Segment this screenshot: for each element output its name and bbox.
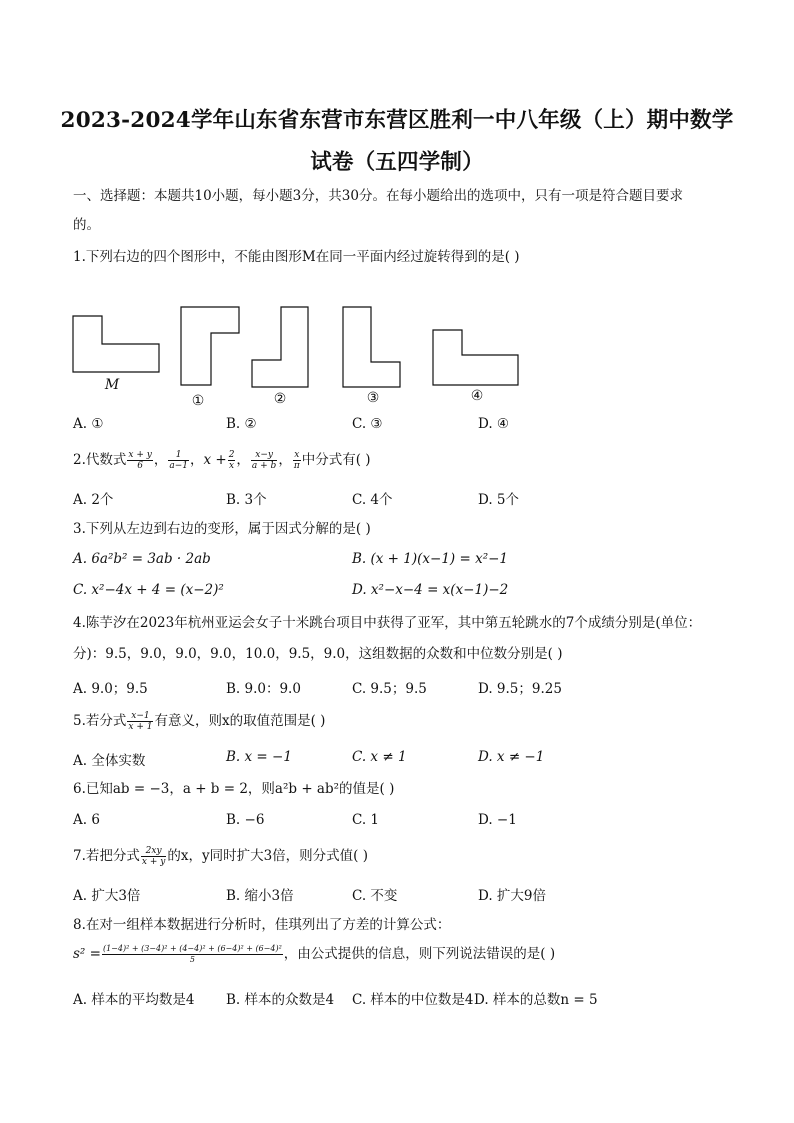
q2-fraction-5: $\frac{x}{\pi}$ <box>293 450 300 471</box>
q8-option-b: B. 样本的众数是4 <box>226 992 335 1008</box>
q1-option-a: A. ① <box>73 416 104 432</box>
q3-option-a: A. 6a²b² = 3ab · 2ab <box>73 551 211 567</box>
figure-2-shape <box>252 307 308 387</box>
q4-option-c: C. 9.5；9.5 <box>352 681 427 697</box>
question-3-stem: 3.下列从左边到右边的变形，属于因式分解的是( ) <box>73 521 371 537</box>
q6-option-d: D. −1 <box>478 812 517 828</box>
q7-option-a: A. 扩大3倍 <box>73 888 141 904</box>
question-2-stem: 2.代数式 $\frac{x + y}{6}$ ， $\frac{1}{a-1}$ ，x + $\frac{2}{x}$ ， $\frac{x-y}{a + b}$ ， $\frac{x}{\pi}$ 中分式有( ) <box>73 450 371 471</box>
figure-label-1: ① <box>191 393 205 409</box>
figure-label-2: ② <box>273 391 287 407</box>
q3-option-b: B. (x + 1)(x−1) = x²−1 <box>352 551 509 567</box>
q2-fraction-3: $\frac{2}{x}$ <box>228 450 235 471</box>
q5-option-a: A. 全体实数 <box>73 753 146 769</box>
figure-4-shape <box>433 330 518 385</box>
q2-expression-3: x + <box>203 452 227 468</box>
q2-fraction-2: $\frac{1}{a-1}$ <box>169 450 188 471</box>
q7-option-d: D. 扩大9倍 <box>478 888 547 904</box>
q2-suffix: 中分式有( ) <box>301 452 371 468</box>
figure-m-shape <box>73 316 159 372</box>
q6-option-c: C. 1 <box>352 812 380 828</box>
q5-fraction: $\frac{x-1}{x + 1}$ <box>128 711 153 732</box>
q4-option-b: B. 9.0：9.0 <box>226 681 301 697</box>
question-1-stem: 1.下列右边的四个图形中，不能由图形M在同一平面内经过旋转得到的是( ) <box>73 249 520 265</box>
q3-option-c: C. x²−4x + 4 = (x−2)² <box>73 582 224 598</box>
q8-option-a: A. 样本的平均数是4 <box>73 992 195 1008</box>
q3-option-d: D. x²−x−4 = x(x−1)−2 <box>352 582 509 598</box>
figure-3-shape <box>343 307 400 387</box>
page-title-line1: 2023-2024学年山东省东营市东营区胜利一中八年级（上）期中数学 <box>60 108 734 133</box>
question-8-stem: 8.在对一组样本数据进行分析时，佳琪列出了方差的计算公式： <box>73 917 451 933</box>
q2-prefix: 2.代数式 <box>73 452 127 468</box>
q1-option-d: D. ④ <box>478 416 510 432</box>
q7-option-b: B. 缩小3倍 <box>226 888 294 904</box>
section-instruction-line1: 一、选择题：本题共10小题，每小题3分，共30分。在每小题给出的选项中，只有一项是符合题目要求 <box>73 188 683 204</box>
q2-option-b: B. 3个 <box>226 492 267 508</box>
question-8-formula: s² = $\frac{\text{(1−4)² + (3−4)² + (4−4)² + (6−4)² + (6−4)²}}{5}$ ，由公式提供的信息，则下列说法错误的是( ) <box>73 944 556 964</box>
q2-fraction-1: $\frac{x + y}{6}$ <box>128 450 152 471</box>
q2-option-c: C. 4个 <box>352 492 393 508</box>
q6-option-a: A. 6 <box>73 812 100 828</box>
question-5-stem: 5.若分式 $\frac{x-1}{x + 1}$ 有意义，则x的取值范围是( ) <box>73 711 326 732</box>
q5-option-b: B. x = −1 <box>226 749 292 765</box>
q7-option-c: C. 不变 <box>352 888 398 904</box>
q4-option-d: D. 9.5；9.25 <box>478 681 562 697</box>
q2-option-d: D. 5个 <box>478 492 520 508</box>
q8-option-c: C. 样本的中位数是4 <box>352 992 474 1008</box>
q6-option-b: B. −6 <box>226 812 265 828</box>
q7-fraction: $\frac{2xy}{x + y}$ <box>141 846 166 867</box>
figure-1-shape <box>181 307 239 385</box>
q8-option-d: D. 样本的总数n = 5 <box>474 992 598 1008</box>
question-4-stem-line1: 4.陈芋汐在2023年杭州亚运会女子十米跳台项目中获得了亚军，其中第五轮跳水的7个成绩分别是(单位： <box>73 615 702 631</box>
figure-label-4: ④ <box>470 388 484 404</box>
question-4-stem-line2: 分)：9.5，9.0，9.0，9.0，10.0，9.5，9.0，这组数据的众数和中位数分别是( ) <box>73 646 563 662</box>
question-7-stem: 7.若把分式 $\frac{2xy}{x + y}$ 的x，y同时扩大3倍，则分式值( ) <box>73 846 368 867</box>
q4-option-a: A. 9.0；9.5 <box>73 681 148 697</box>
figure-label-m: M <box>104 377 120 393</box>
question-6-stem: 6.已知ab = −3，a + b = 2，则a²b + ab²的值是( ) <box>73 781 395 797</box>
q1-option-b: B. ② <box>226 416 257 432</box>
q1-option-c: C. ③ <box>352 416 383 432</box>
q5-option-c: C. x ≠ 1 <box>352 749 407 765</box>
q5-option-d: D. x ≠ −1 <box>478 749 545 765</box>
page-title-line2: 试卷（五四学制） <box>310 150 484 175</box>
q8-variance-fraction: $\frac{\text{(1−4)² + (3−4)² + (4−4)² + (6−4)² + (6−4)²}}{5}$ <box>102 944 282 964</box>
section-instruction-line2: 的。 <box>73 217 100 233</box>
q2-fraction-4: $\frac{x-y}{a + b}$ <box>251 450 277 471</box>
figure-label-3: ③ <box>366 390 380 406</box>
q2-option-a: A. 2个 <box>73 492 114 508</box>
